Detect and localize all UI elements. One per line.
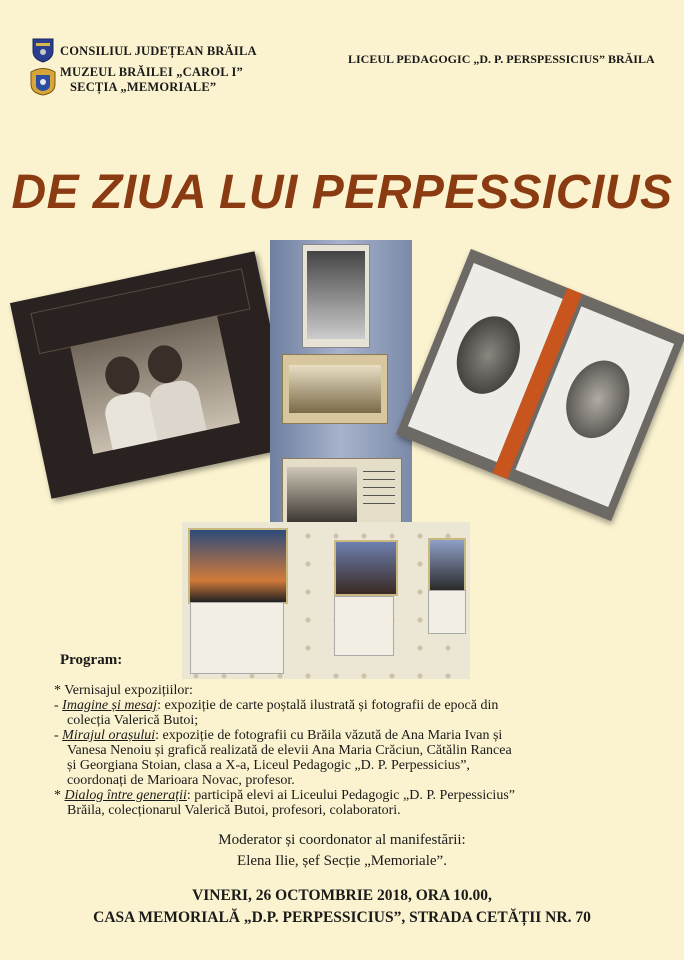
- program-item-imagine-text: : expoziție de carte poștală ilustrată și fotografii de epocă din: [157, 698, 499, 713]
- header-institutions: [60, 44, 257, 95]
- program-item-mirajul-cont1: Vanesa Nenoiu și grafică realizată de elevii Ana Maria Crăciun, Cătălin Rancea: [67, 743, 512, 758]
- event-details: [0, 885, 684, 929]
- event-location: CASA MEMORIALĂ „D.P. PERPESSICIUS”, STRADA CETĂȚII NR. 70: [93, 909, 591, 926]
- photo-exhibition-wall: [182, 522, 470, 679]
- moderator-heading: Moderator și coordonator al manifestării:: [218, 832, 466, 848]
- program-item-mirajul-cont3: coordonați de Marioara Novac, profesor.: [67, 773, 295, 788]
- program-item-mirajul-cont2: și Georgiana Stoian, clasa a X-a, Liceul Pedagogic „D. P. Perpessicius”,: [67, 758, 470, 773]
- header-section: SECȚIA „MEMORIALE”: [70, 80, 217, 94]
- photo-postcard-collage: [270, 240, 412, 532]
- museum-crest-icon: [28, 66, 58, 96]
- program-item-imagine-title: Imagine și mesaj: [62, 698, 158, 713]
- program-item-imagine: - Imagine și mesaj: expoziție de carte poștală ilustrată și fotografii de epocă din: [54, 698, 499, 713]
- moderator-block: [0, 830, 684, 872]
- program-item-dialog-cont: Brăila, colecționarul Valerică Butoi, profesori, colaboratori.: [67, 803, 401, 818]
- header-school: LICEUL PEDAGOGIC „D. P. PERSPESSICIUS” BRĂILA: [348, 52, 655, 66]
- program-item-mirajul: - Mirajul orașului: expoziție de fotografii cu Brăila văzută de Ana Maria Ivan și: [54, 728, 503, 743]
- photo-two-portraits: [396, 249, 684, 521]
- program-item-imagine-cont: colecția Valerică Butoi;: [67, 713, 199, 728]
- program-item-mirajul-text: : expoziție de fotografii cu Brăila văzută de Ana Maria Ivan și: [155, 728, 503, 743]
- header-museum: MUZEUL BRĂILEI „CAROL I”: [60, 65, 243, 79]
- header-county-council: CONSILIUL JUDEȚEAN BRĂILA: [60, 44, 257, 58]
- program-list: [54, 683, 654, 818]
- photo-two-girls: [10, 251, 296, 499]
- program-item-dialog-title: Dialog între generații: [64, 788, 187, 803]
- program-item-mirajul-title: Mirajul orașului: [62, 728, 156, 743]
- program-item-vernisaj: * Vernisajul expozițiilor:: [54, 683, 193, 698]
- moderator-name: Elena Ilie, șef Secție „Memoriale”.: [237, 853, 447, 869]
- program-item-dialog-text: : participă elevi ai Liceului Pedagogic „D. P. Perpessicius”: [186, 788, 515, 803]
- program-heading: Program:: [60, 652, 123, 668]
- page-title: DE ZIUA LUI PERPESSICIUS: [11, 166, 673, 219]
- shield-crest-icon: [32, 37, 54, 63]
- event-date: VINERI, 26 OCTOMBRIE 2018, ORA 10.00,: [192, 887, 492, 904]
- program-item-dialog: * Dialog între generații: participă elevi ai Liceului Pedagogic „D. P. Perpessicius”: [54, 788, 515, 803]
